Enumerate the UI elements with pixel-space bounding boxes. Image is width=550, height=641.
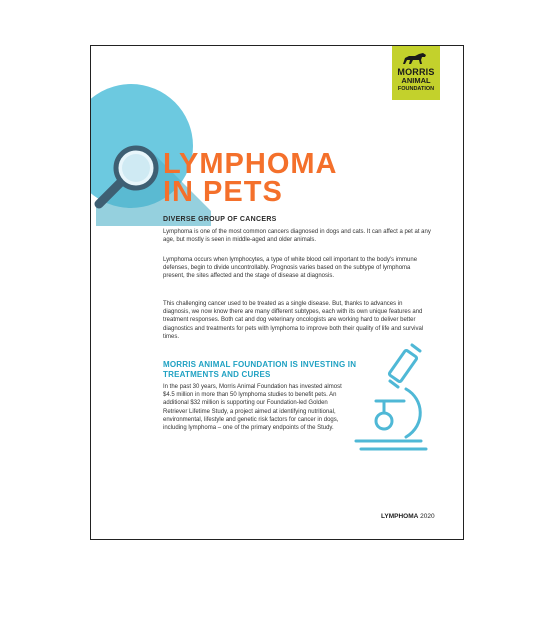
microscope-icon [346, 341, 441, 456]
document-page [90, 45, 464, 540]
morris-animal-foundation-logo [392, 46, 440, 100]
paragraph: Lymphoma occurs when lymphocytes, a type of white blood cell important to the body's immune defenses, begin to divide uncontrollably. Prognosis varies based on the subtype of lymphoma present, the sites affected and the stage of disease at diagnosis. [163, 257, 418, 280]
logo-line-1: MORRIS [397, 67, 435, 77]
section-heading: MORRIS ANIMAL FOUNDATION IS INVESTING IN TREATMENTS AND CURES [163, 360, 357, 379]
title-line-2: IN PETS [163, 176, 283, 208]
logo-line-2: ANIMAL [401, 76, 431, 85]
footer-year: 2020 [420, 513, 435, 520]
page-title [163, 150, 338, 206]
footer-label: LYMPHOMA [381, 513, 419, 520]
subheading: DIVERSE GROUP OF CANCERS [163, 216, 277, 223]
title-line-1: LYMPHOMA [163, 148, 338, 180]
paragraph: Lymphoma is one of the most common cancers diagnosed in dogs and cats. It can affect a pet at any age, but mostly is seen in middle-aged and older animals. [163, 229, 431, 244]
section-body: In the past 30 years, Morris Animal Foundation has invested almost $4.5 million in more than 50 lymphoma studies to benefit pets. An additional $32 million is supporting our Foundation-led Golden Retriever Lifetime Study, a project aimed at identifying nutritional, environmental, lifestyle and genetic risk factors for cancer in dogs, including lymphoma – one of the primary endpoints of the Study. [163, 384, 342, 432]
horse-icon [401, 52, 429, 66]
paragraph: This challenging cancer used to be treated as a single disease. But, thanks to advances in diagnosis, we now know there are many different subtypes, each with its own unique features and treatment responses. Both cat and dog veterinary oncologists are working hard to deliver better diagnostics and treatments for pets with lymphoma to improve both their quality of life and survival times. [163, 301, 424, 340]
logo-line-3: FOUNDATION [397, 86, 435, 92]
footer [381, 513, 435, 520]
